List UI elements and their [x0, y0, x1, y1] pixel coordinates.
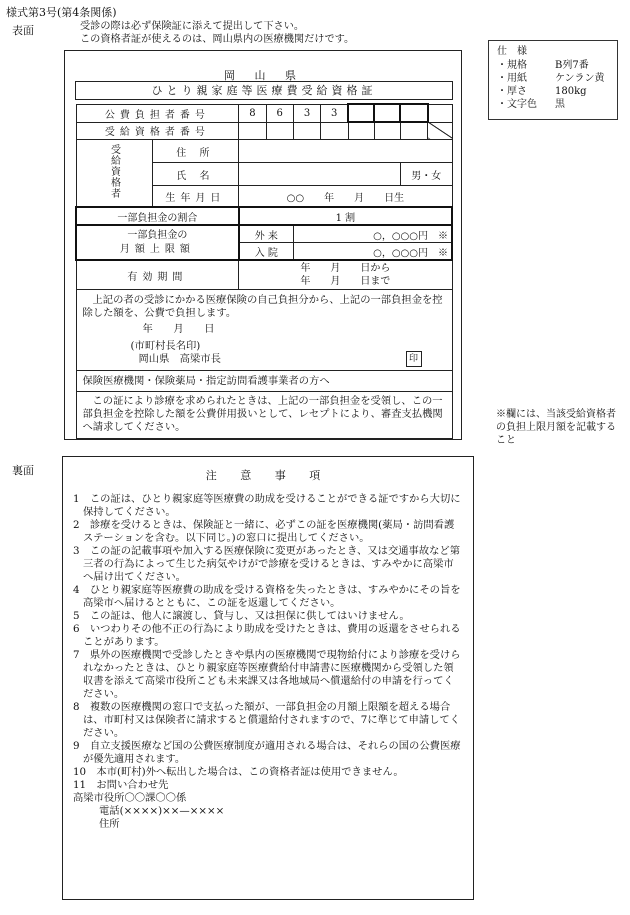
recipient-digit — [239, 122, 266, 140]
notice-item: 7 県外の医療機関で受診したときや県内の医療機関で現物給付により診療を受けられなかったときは、ひとり親家庭等医療費給付申請書に医療機関から受領した領収書を添えて高梁市役所こども未来課又は各地域局へ償還給付の申請を行ってください。 — [73, 649, 461, 700]
certificate-table — [75, 103, 453, 439]
payer-digit — [374, 104, 400, 122]
contact-phone: 電話(××××)××—×××× — [99, 805, 225, 817]
payer-digit — [400, 104, 427, 122]
certificate-title: ひとり親家庭等医療費受給資格証 — [75, 81, 453, 100]
spec-title: 仕 様 — [497, 46, 527, 57]
recipient-digit — [321, 122, 348, 140]
validity-from: 年 月 日から — [300, 263, 391, 274]
recipient-digit — [374, 122, 400, 140]
contact-office: 高梁市役所〇〇課〇〇係 — [73, 792, 187, 804]
recipient-digit-slash — [428, 122, 452, 140]
notice-item: 4 ひとり親家庭等医療費の助成を受ける資格を失ったときは、すみやかにその旨を高梁市へ届けるとともに、この証を返還してください。 — [73, 584, 461, 609]
notice-item: 6 いつわりその他不正の行為により助成を受けたときは、費用の返還をさせられることがあります。 — [73, 623, 461, 648]
recipient-digit — [266, 122, 293, 140]
inpatient-label: 入 院 — [239, 243, 294, 261]
payer-digit — [428, 104, 452, 122]
payer-digit: 3 — [293, 104, 320, 122]
notice-item: 11 お問い合わせ先 — [73, 779, 169, 791]
spec-row: ・厚さ 180kg — [497, 86, 587, 97]
back-side-label: 裏面 — [12, 464, 34, 477]
name-value — [239, 163, 401, 186]
notice-item: 8 複数の医療機関の窓口で支払った額が、一部負担金の月額上限額を超える場合は、市町村又は保険者に請求すると償還給付されますので、7に準じて申請してください。 — [73, 701, 461, 739]
address-label: 住 所 — [152, 140, 239, 163]
intro-line-1: 受診の際は必ず保険証に添えて提出して下さい。 — [80, 21, 305, 32]
copay-ratio-label: 一部負担金の割合 — [76, 207, 239, 225]
prefecture-name: 岡 山 県 — [224, 69, 304, 82]
recipient-number-label: 受給資格者番号 — [76, 122, 239, 140]
notice-item: 2 診療を受けるときは、保険証と一緒に、必ずこの証を医療機関(薬局・訪問看護ステーションを含む。以下同じ。)の窓口に提出してください。 — [73, 519, 455, 544]
birthdate-value: ○○ 年 月 日生 — [239, 186, 452, 208]
front-side-label: 表面 — [12, 24, 34, 37]
intro-line-2: この資格者証が使えるのは、岡山県内の医療機関だけです。 — [80, 34, 355, 45]
issuer-name: 岡山県 高梁市長 印 — [83, 353, 446, 366]
notice-item: 1 この証は、ひとり親家庭等医療費の助成を受けることができる証ですから大切に保持してください。 — [73, 493, 461, 518]
recipient-digit — [400, 122, 427, 140]
notice-heading: 保険医療機関・保険薬局・指定訪問看護事業者の方へ — [77, 375, 452, 392]
gender-value: 男・女 — [400, 163, 452, 186]
side-note: ※欄には、当該受給資格者の負担上限月額を記載すること — [496, 409, 616, 446]
back-notice-list — [73, 493, 463, 831]
outpatient-label: 外 来 — [239, 225, 294, 243]
spec-row: ・用紙 ケンラン黄 — [497, 73, 605, 84]
card-inner — [75, 67, 453, 439]
spec-row: ・規格 B列7番 — [497, 60, 589, 71]
statement-block — [76, 290, 452, 371]
back-notice-box — [62, 456, 474, 900]
notice-text: この証により診療を求められたときは、上記の一部負担金を受領し、この一部負担金を控除した額を公費併用扱いとして、レセプトにより、審査支払機関へ請求してください。 — [82, 395, 443, 433]
copay-ratio-value: 1 割 — [239, 207, 452, 225]
payer-digit — [348, 104, 374, 122]
name-label: 氏 名 — [152, 163, 239, 186]
certificate-card — [64, 50, 462, 440]
front-intro — [80, 20, 470, 46]
validity-to: 年 月 日まで — [300, 276, 391, 287]
recipient-digit — [348, 122, 374, 140]
payer-digit: 8 — [239, 104, 266, 122]
recipient-digit — [293, 122, 320, 140]
issue-date: 年 月 日 — [142, 323, 215, 335]
statement-text: 上記の者の受診にかかる医療保険の自己負担分から、上記の一部負担金を控除した額を、公費で負担します。 — [82, 294, 443, 319]
form-number-title: 様式第3号(第4条関係) — [6, 6, 117, 19]
notice-item: 5 この証は、他人に譲渡し、貸与し、又は担保に供してはいけません。 — [73, 610, 410, 622]
recipient-group-label: 受給資格者 — [76, 140, 152, 208]
notice-item: 9 自立支援医療など国の公費医療制度が適用される場合は、それらの国の公費医療が優先適用されます。 — [73, 740, 461, 765]
inpatient-value: ○，○○○円 ※ — [293, 243, 452, 261]
mayor-seal-note: (市町村長名印) — [130, 340, 201, 352]
seal-mark: 印 — [406, 351, 422, 367]
payer-digit: 6 — [266, 104, 293, 122]
copay-limit-label: 一部負担金の 月額上限額 — [76, 225, 239, 260]
payer-digit: 3 — [321, 104, 348, 122]
contact-block — [73, 792, 463, 831]
validity-label: 有効期間 — [76, 260, 239, 290]
birthdate-label: 生年月日 — [152, 186, 239, 208]
spec-box — [488, 40, 618, 120]
notice-item: 3 この証の記載事項や加入する医療保険に変更があったとき、又は交通事故など第三者の行為によって生じた病気やけがで診療を受けるときは、すみやかに高梁市へ届け出てください。 — [73, 545, 461, 583]
spec-row: ・文字色 黒 — [497, 99, 565, 110]
outpatient-value: ○，○○○円 ※ — [293, 225, 452, 243]
validity-period — [239, 260, 452, 290]
back-title: 注 意 事 項 — [205, 469, 331, 482]
contact-address: 住所 — [99, 818, 120, 830]
address-value — [239, 140, 452, 163]
payer-number-label: 公費負担者番号 — [76, 104, 239, 122]
notice-item: 10 本市(町村)外へ転出した場合は、この資格者証は使用できません。 — [73, 766, 404, 778]
notice-block — [76, 371, 452, 439]
